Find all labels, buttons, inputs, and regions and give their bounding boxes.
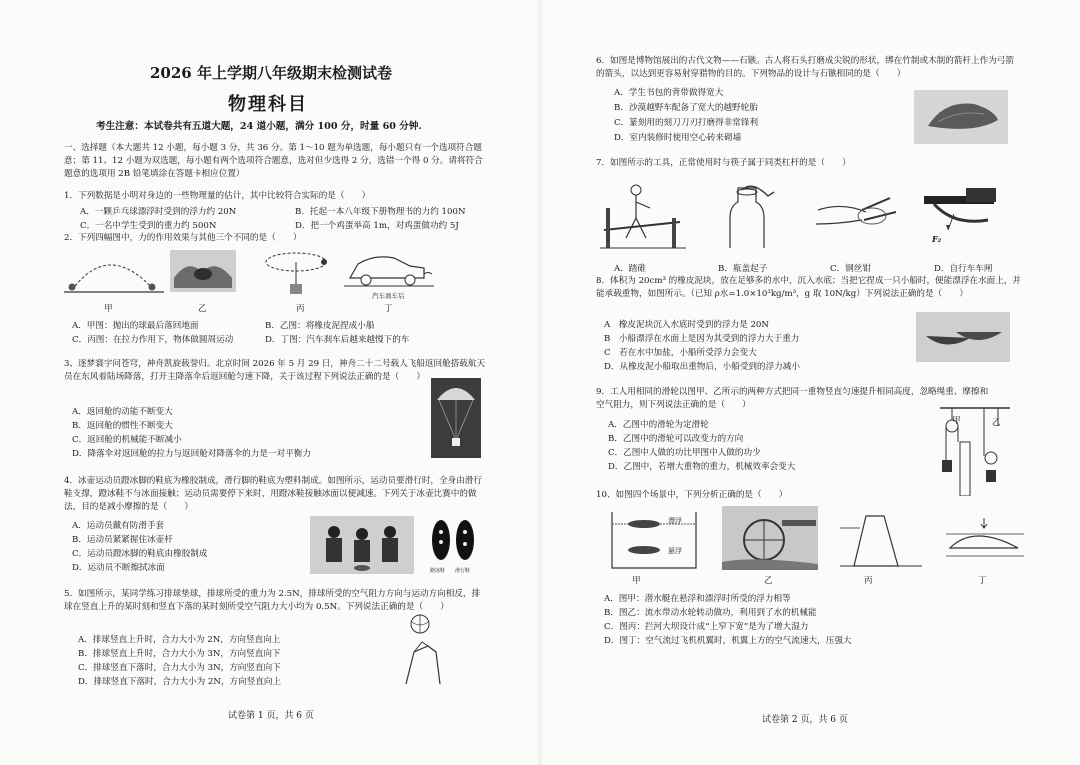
q10-label-bing: 丙 — [864, 576, 873, 586]
q3-option-c: C．返回舱的机械能不断减小 — [72, 435, 182, 445]
q7-fig-a-tadui — [600, 178, 686, 252]
q4-fig-curling-shoes — [428, 518, 478, 564]
q1-option-b: B．托起一本八年级下册物理书的力约 100N — [295, 207, 466, 217]
exam-notice: 考生注意：本试卷共有五道大题，24 道小题，满分 100 分，时量 60 分钟. — [96, 121, 422, 132]
q2-option-b: B．乙图：将橡皮泥捏成小船 — [265, 321, 375, 331]
q6-option-a: A．学生书包的背带做得宽大 — [614, 88, 724, 98]
q8-option-b: B 小船漂浮在水面上是因为其受到的浮力大于重力 — [604, 334, 800, 344]
q4-option-d: D．运动员不断擦拭冰面 — [72, 563, 165, 573]
q5-option-b: B．排球竖直上升时，合力大小为 3N，方向竖直向下 — [78, 649, 281, 659]
q1-option-d: D．把一个鸡蛋举高 1m，对鸡蛋做功约 5J — [295, 221, 459, 231]
q10-fig-jia-submarine — [608, 508, 700, 572]
q2-stem: 2．下列四幅图中，力的作用效果与其他三个不同的是（ ） — [64, 233, 302, 243]
q7-fig-b-bottle-opener — [712, 182, 782, 250]
q10-option-b: B．图乙：流水带动水轮转动做功，利用到了水的机械能 — [604, 608, 817, 618]
q3-fig-parachute-capsule — [431, 378, 481, 458]
q2-label-ding: 丁 — [384, 304, 393, 314]
page-2-footer: 试卷第 2 页，共 6 页 — [762, 715, 848, 725]
q2-label-bing: 丙 — [296, 304, 305, 314]
q10-sub-label-float: 漂浮 — [668, 517, 682, 525]
q2-fig-jia-ball-trajectory — [64, 246, 164, 298]
q9-option-b: B．乙图中的滑轮可以改变力的方向 — [608, 434, 744, 444]
q9-option-c: C．乙图中人做的功比甲图中人做的功少 — [608, 448, 761, 458]
q8-option-c: C 若在水中加盐，小船所受浮力会变大 — [604, 348, 757, 358]
q2-fig-bing-circular-motion — [262, 248, 330, 296]
q10-fig-bing-dam — [840, 510, 922, 570]
q3-option-a: A．返回舱的动能不断变大 — [72, 407, 173, 417]
q5-option-c: C．排球竖直下落时，合力大小为 3N，方向竖直向下 — [78, 663, 281, 673]
q10-option-a: A．图甲：潜水艇在悬浮和漂浮时所受的浮力相等 — [604, 594, 791, 604]
q2-label-yi: 乙 — [198, 304, 207, 314]
q10-sub-label-suspend: 悬浮 — [668, 547, 682, 555]
q4-option-c: C．运动员蹬冰脚的鞋底由橡胶制成 — [72, 549, 208, 559]
q6-fig-stone-arrowhead — [914, 90, 1008, 144]
q8-fig-clay-boat — [916, 312, 1010, 362]
q2-label-jia: 甲 — [104, 304, 113, 314]
q8-option-d: D．从橡皮泥小船取出重物后，小船受到的浮力减小 — [604, 362, 800, 372]
q5-option-d: D．排球竖直下落时，合力大小为 2N，方向竖直向上 — [78, 677, 282, 687]
q10-label-yi: 乙 — [764, 576, 773, 586]
q5-option-a: A．排球竖直上升时，合力大小为 2N，方向竖直向上 — [78, 635, 281, 645]
q7-fig-c-pliers — [812, 184, 904, 246]
q10-fig-ding-airfoil — [944, 514, 1026, 564]
q4-shoe-label-2: 滑行鞋 — [455, 568, 471, 574]
q4-option-b: B．运动员紧紧握住冰壶杆 — [72, 535, 173, 545]
q4-option-a: A．运动员戴有防滑手套 — [72, 521, 165, 531]
q2-fig-yi-hands-clay — [170, 250, 236, 292]
q3-option-b: B．返回舱的惯性不断变大 — [72, 421, 173, 431]
q7-force-label: F₂ — [932, 234, 942, 244]
q6-option-c: C．篆刻用的刻刀刀刃打磨得非常锋利 — [614, 118, 759, 128]
q10-option-c: C．图丙：拦河大坝设计成“上窄下宽”是为了增大湿力 — [604, 622, 809, 632]
q4-shoe-label-1: 蹬冰鞋 — [430, 568, 446, 574]
q2-option-c: C．丙图：在拉力作用下，物体做圆周运动 — [72, 335, 234, 345]
q7-option-a: A．踏碓 — [614, 264, 646, 274]
q5-stem: 5．如图所示，某同学练习排球垫球，排球所受的重力为 2.5N，排球所受的空气阻力方向与运动方向相反，排球在竖直上升的某时刻和竖直下落的某时刻所受空气阻力大小均为 0.5N。下列说法正确的是（ ） — [64, 589, 481, 613]
q6-stem: 6．如图是博物馆展出的古代文物——石镞。古人将石头打磨成尖锐的形状，绑在竹制或木制的箭杆上作为弓箭的箭头，以达到更容易射穿猎物的目的。下列物品的设计与石镞相同的是（ ） — [596, 56, 1014, 80]
q4-stem: 4．冰壶运动员蹬冰脚的鞋底为橡胶制成，滑行脚的鞋底为塑料制成。如图所示，运动员要滑行时，全身由滑行鞋支撑，蹬冰鞋不与冰面接触；运动员需要停下来时，用蹬冰鞋接触冰面以便减速。下列关于冰壶比赛中的做法，目的是减小摩擦的是（ ） — [64, 476, 482, 513]
q6-option-d: D．室内装修时使用空心砖来砌墙 — [614, 133, 742, 143]
q5-fig-volleyball-arms — [400, 612, 448, 686]
q1-stem: 1．下列数据是小明对身边的一些物理量的估计，其中比较符合实际的是（ ） — [64, 191, 371, 201]
q4-fig-curling-players — [310, 516, 414, 574]
q10-label-jia: 甲 — [632, 576, 641, 586]
q3-option-d: D．降落伞对返回舱的拉力与返回舱对降落伞的力是一对平衡力 — [72, 449, 311, 459]
q9-option-d: D．乙图中，若增大重物的重力，机械效率会变大 — [608, 462, 796, 472]
q9-label-jia: 甲 — [952, 416, 961, 426]
q7-option-b: B．瓶盖起子 — [718, 264, 768, 274]
q10-label-ding: 丁 — [978, 576, 987, 586]
subject-title: 物理科目 — [228, 94, 308, 115]
section-1-header: 一、选择题（本大题共 12 小题，每小题 3 分，共 36 分。第 1～10 题为单选题，每小题只有一个选项符合题意；第 11、12 小题为双选题，每小题有两个选项符合题意，选对但少选得 2 分，选错一个得 0 分。请将符合题意的选项用 2B 铅笔填涂在答题卡相应位置） — [64, 143, 483, 180]
q9-fig-pulleys — [940, 402, 1010, 496]
q9-stem: 9．工人用相同的滑轮以图甲、乙所示的两种方式把同一重物竖直匀速提升相同高度，忽略绳重、摩擦和空气阻力，则下列说法正确的是（ ） — [596, 387, 989, 411]
q7-option-d: D．自行车车闸 — [934, 264, 993, 274]
q8-option-a: A 橡皮泥块沉入水底时受到的浮力是 20N — [604, 320, 769, 330]
q10-option-d: D．图丁：空气流过飞机机翼时，机翼上方的空气流速大，压强大 — [604, 636, 852, 646]
q1-option-a: A．一颗乒乓球漂浮时受到的浮力约 20N — [80, 207, 237, 217]
q2-option-a: A．甲图：抛出的球最后落回地面 — [72, 321, 199, 331]
q7-fig-d-bike-brake — [914, 184, 1008, 244]
q3-stem: 3、逐梦寰宇问苍穹，神舟凯旋载誉归。北京时间 2026 年 5 月 29 日，神舟二十二号载人飞船返回舱搭载航天员在东风着陆场降落，打开主降落伞后返回舱匀速下降，关于该过程下列说法正确的是（ ） — [64, 359, 486, 383]
q2-option-d: D．丁图：汽车刹车后越来越慢下的车 — [265, 335, 410, 345]
q8-stem: 8．体积为 20cm³ 的橡皮泥块，放在足够多的水中，沉入水底；当把它捏成一只小船时，便能漂浮在水面上，并能承载重物，如图所示。（已知 ρ水=1.0×10³kg/m³，g 取 10N/kg）下列说法正确的是（ ） — [596, 276, 1021, 300]
q7-stem: 7．如图所示的工具，正常使用时与筷子属于同类杠杆的是（ ） — [596, 158, 851, 168]
page-2 — [540, 0, 1080, 765]
q7-option-c: C．钢丝钳 — [830, 264, 871, 274]
q2-car-caption: 汽车刹车后 — [372, 292, 405, 300]
q1-option-c: C．一名中学生受到的重力约 500N — [80, 221, 217, 231]
q2-fig-ding-car-braking — [344, 250, 434, 290]
exam-title: 2026 年上学期八年级期末检测试卷 — [150, 64, 392, 82]
q10-stem: 10、如图四个场景中，下列分析正确的是（ ） — [596, 490, 788, 500]
q6-option-b: B．沙漠越野车配备了宽大的越野轮胎 — [614, 103, 758, 113]
q9-option-a: A．乙图中的滑轮为定滑轮 — [608, 420, 709, 430]
q9-label-yi: 乙 — [992, 418, 1001, 428]
q10-fig-yi-waterwheel — [722, 506, 818, 570]
page-1-footer: 试卷第 1 页，共 6 页 — [228, 711, 314, 721]
